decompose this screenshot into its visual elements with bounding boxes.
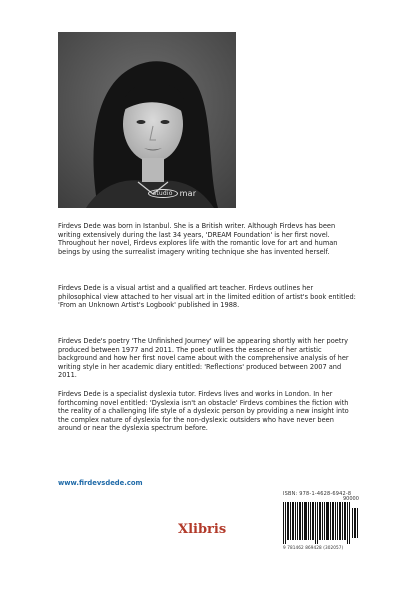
isbn-label: ISBN: 978-1-4628-6942-8: [283, 491, 352, 497]
studio-watermark: [148, 189, 196, 198]
barcode-icon: [283, 498, 359, 544]
isbn-barcode-block: [283, 491, 359, 550]
author-photo: [58, 32, 236, 208]
website-link[interactable]: www.firdevsdede.com: [58, 479, 143, 487]
studio-badge: studio: [148, 189, 178, 198]
bio-paragraph-1-text: Firdevs Dede was born in Istanbul. She is a British writer. Although Firdevs has been writing extensively during the last 34 years, 'DREAM Foundation' is her first novel. Throughout her novel, Firdevs explores life with the romantic love for art and human beings by using the surrealist imagery writing technique she has invented herself.: [58, 222, 338, 256]
bio-paragraph-1: [58, 222, 358, 256]
bio-paragraph-2-text: Firdevs Dede is a visual artist and a qualified art teacher. Firdevs outlines her philosophical view attached to her visual art in the limited edition of artist's book entitled: 'From an Unknown Artist's Logbook' published in 1988.: [58, 284, 356, 310]
bio-paragraph-2: [58, 284, 358, 310]
bio-paragraph-3-text: Firdevs Dede's poetry 'The Unfinished Journey' will be appearing shortly with her poetry produced between 1977 and 2011. The poet outlines the essence of her artistic background and how her first novel came about with the comprehensive analysis of her writing style in her academic diary entitled: 'Reflections' produced between 2007 and 2011.: [58, 337, 349, 380]
bio-paragraph-3: [58, 337, 358, 380]
studio-name: mar: [179, 189, 197, 198]
barcode-digits: 9 781462 869428 (302057): [283, 545, 344, 550]
bio-paragraph-4-text: Firdevs Dede is a specialist dyslexia tutor. Firdevs lives and works in London. In her forthcoming novel entitled: 'Dyslexia isn't an obstacle' Firdevs combines the fiction with the reality of a challenging life style of a dyslexic person by providing a new insight into the complex nature of dyslexia for the non-dyslexic outsiders who have never been around or near the dyslexia spectrum before.: [58, 390, 349, 433]
bio-paragraph-4: [58, 390, 358, 433]
price-code: 90000: [343, 496, 359, 502]
publisher-logo: Xlibris: [178, 522, 227, 537]
